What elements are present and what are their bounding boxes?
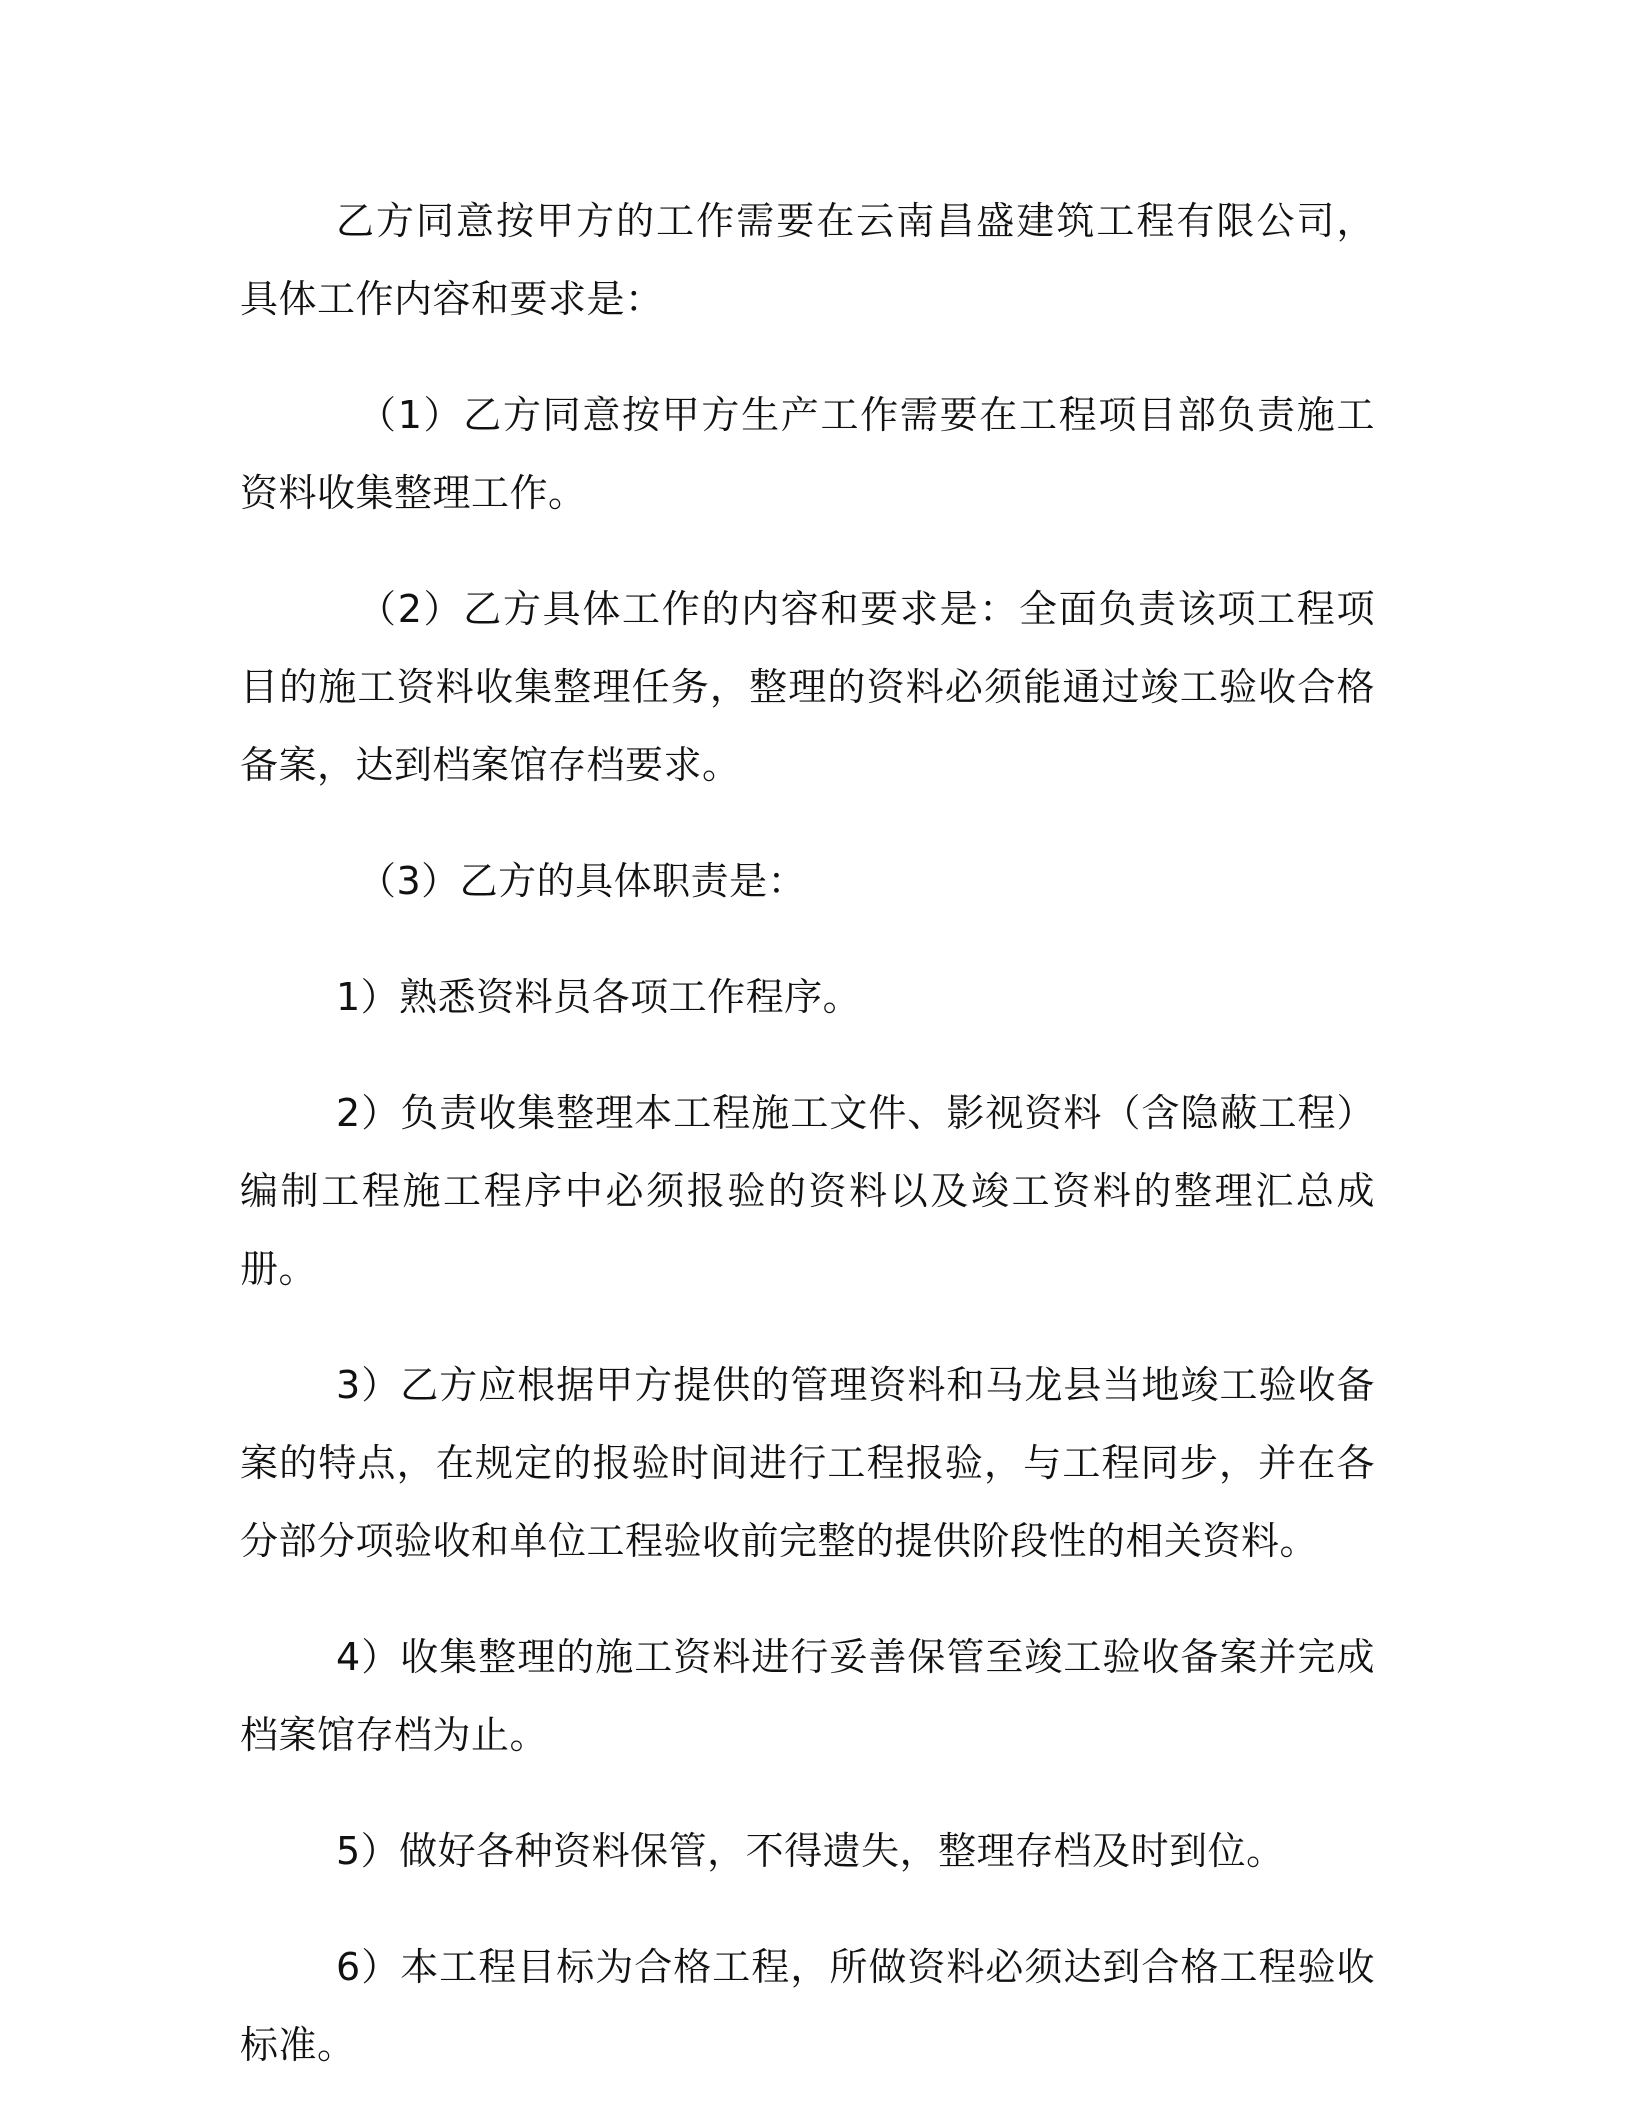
paragraph-duty-1: 1）熟悉资料员各项工作程序。 — [336, 975, 862, 1019]
paragraph-duty-3: 3）乙方应根据甲方提供的管理资料和马龙县当地竣工验收备案的特点，在规定的报验时间进行工程报验，与工程同步，并在各分部分项验收和单位工程验收前完整的提供阶段性的相关资料。 — [240, 1363, 1375, 1563]
paragraph-duty-2: 2）负责收集整理本工程施工文件、影视资料（含隐蔽工程）编制工程施工程序中必须报验的资料以及竣工资料的整理汇总成册。 — [240, 1091, 1375, 1291]
paragraph-item-2: （2）乙方具体工作的内容和要求是：全面负责该项工程项目的施工资料收集整理任务，整理的资料必须能通过竣工验收合格备案，达到档案馆存档要求。 — [240, 587, 1375, 787]
paragraph-item-1: （1）乙方同意按甲方生产工作需要在工程项目部负责施工资料收集整理工作。 — [240, 393, 1375, 515]
paragraph-duty-4: 4）收集整理的施工资料进行妥善保管至竣工验收备案并完成档案馆存档为止。 — [240, 1635, 1375, 1757]
paragraph-item-3: （3）乙方的具体职责是： — [358, 859, 807, 903]
paragraph-duty-6: 6）本工程目标为合格工程，所做资料必须达到合格工程验收标准。 — [240, 1945, 1375, 2067]
document-body — [240, 182, 1375, 2122]
paragraph-duty-5: 5）做好各种资料保管，不得遗失，整理存档及时到位。 — [336, 1829, 1285, 1873]
paragraph-intro: 乙方同意按甲方的工作需要在云南昌盛建筑工程有限公司，具体工作内容和要求是： — [240, 199, 1375, 321]
